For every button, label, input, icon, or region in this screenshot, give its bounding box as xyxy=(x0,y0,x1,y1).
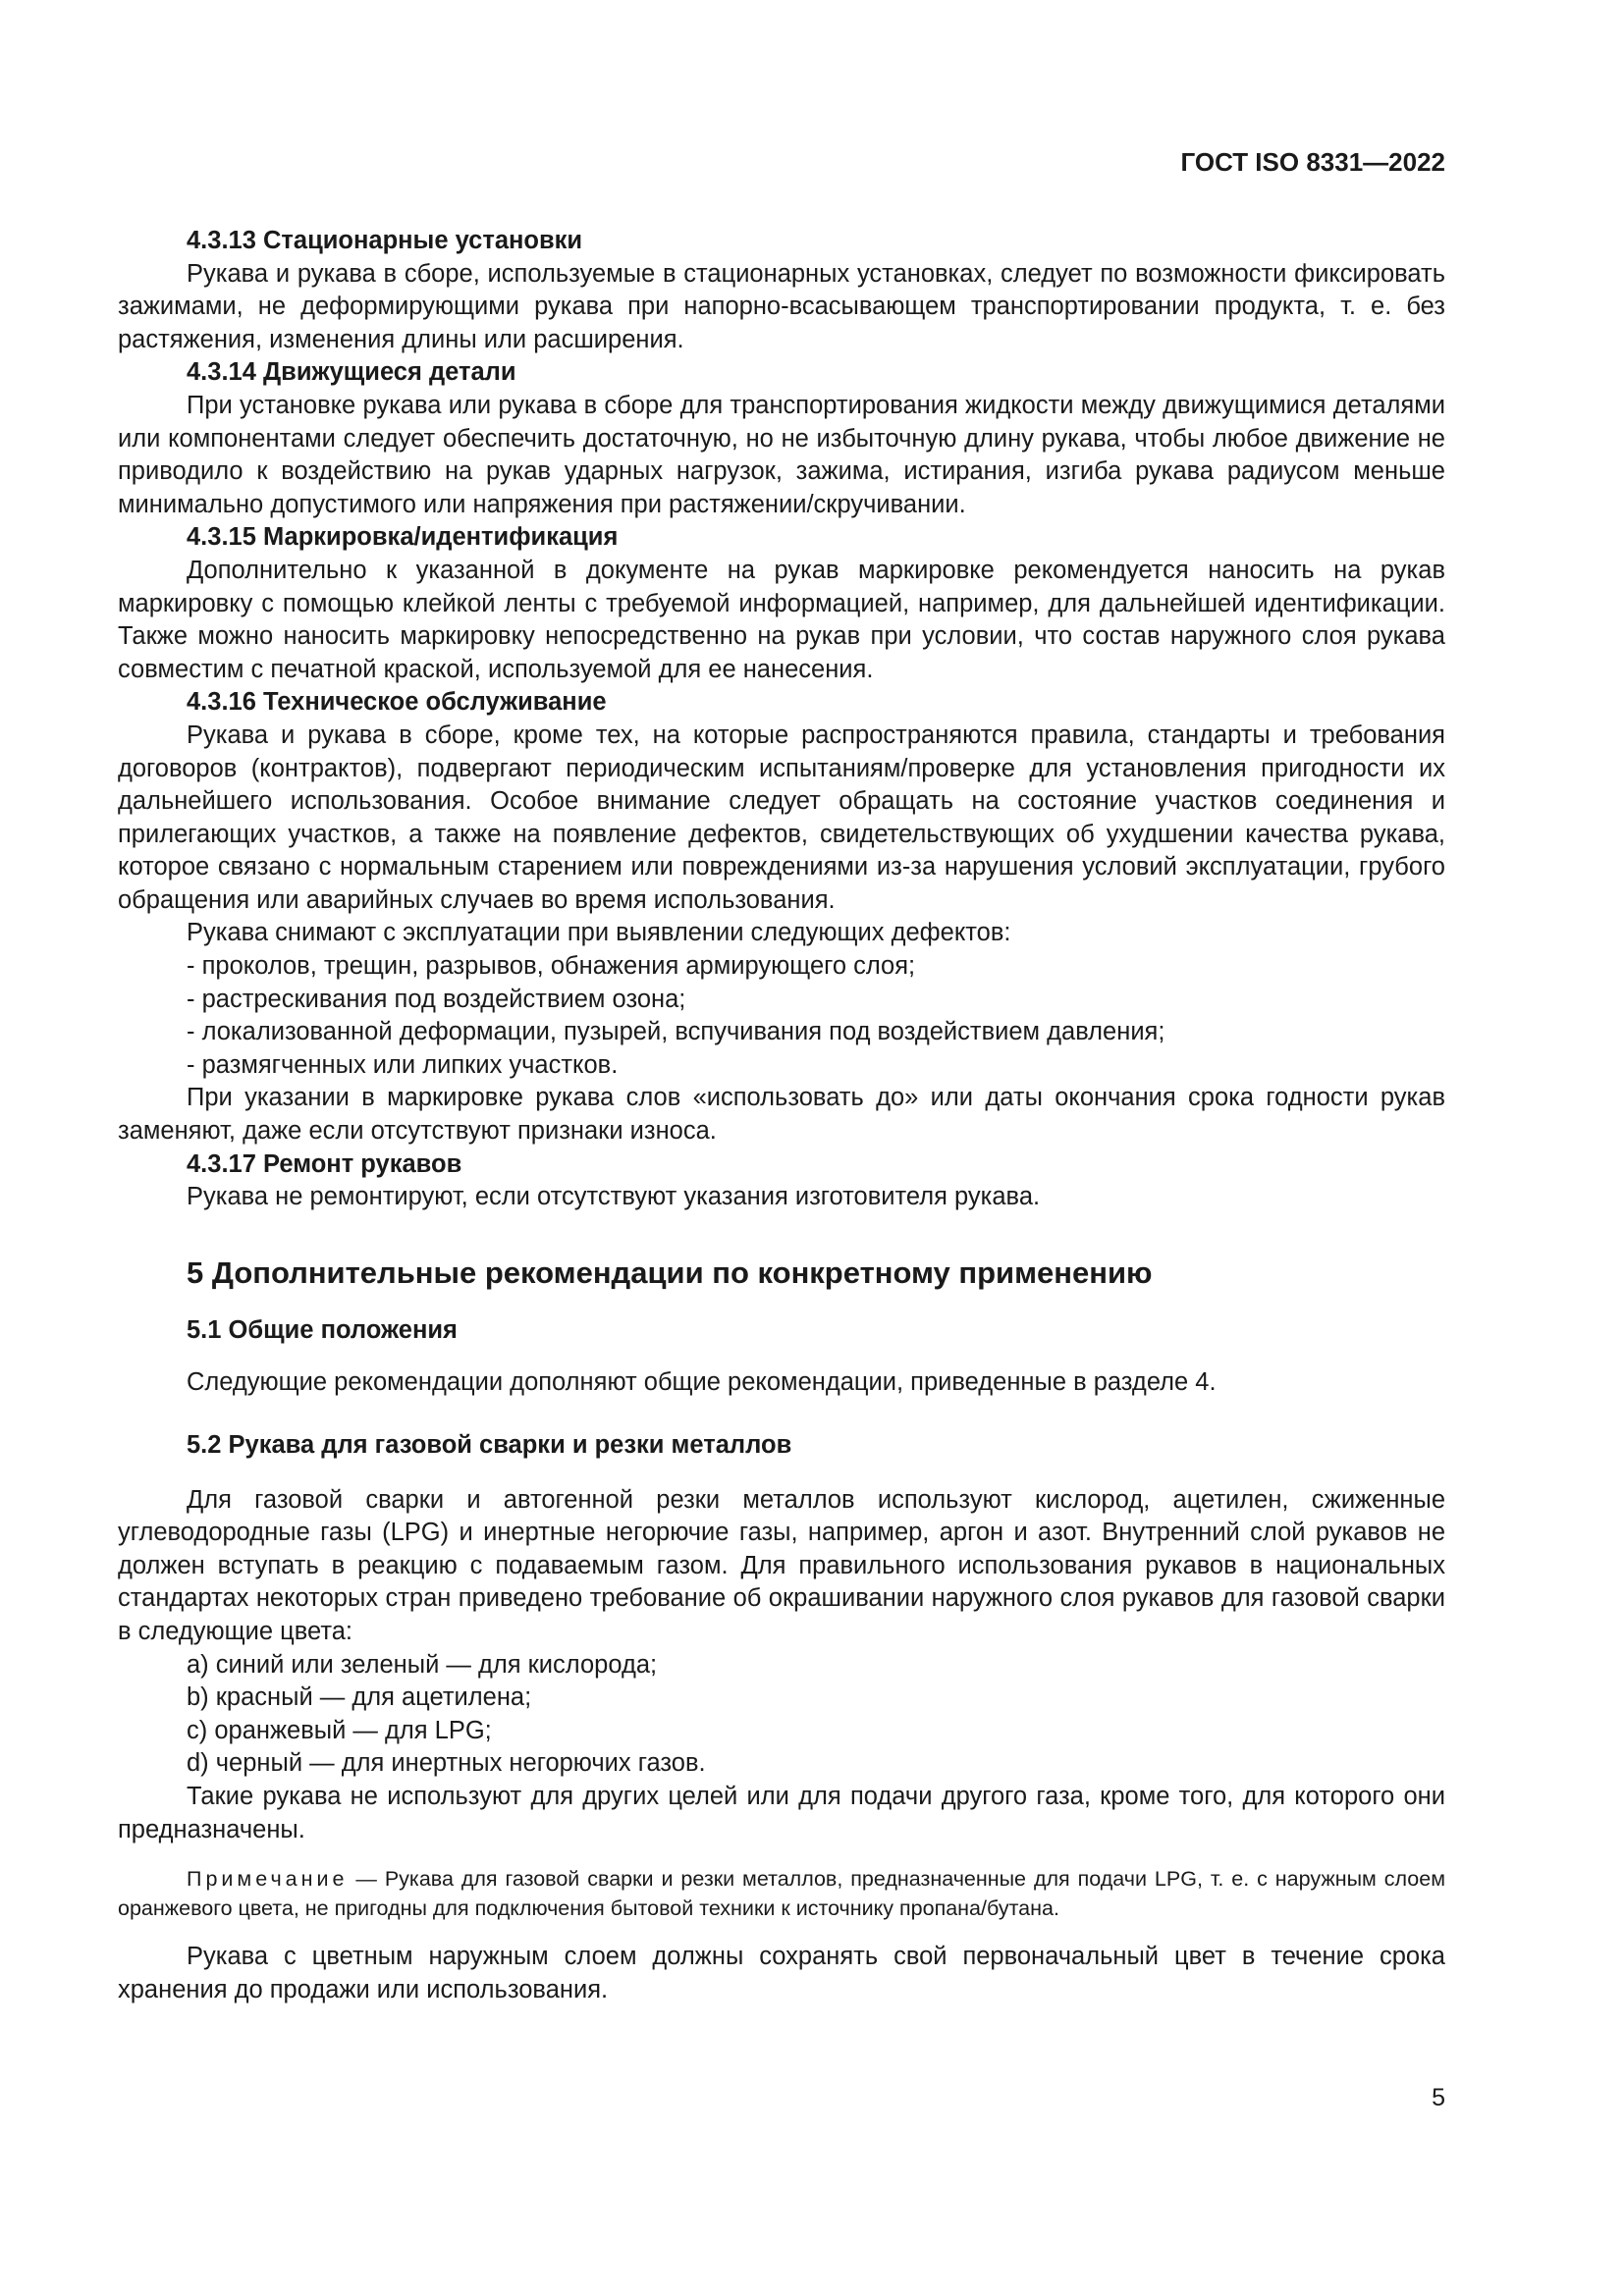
page-number: 5 xyxy=(1432,2084,1445,2111)
note-label: Примечание xyxy=(187,1867,349,1892)
list-item: - размягченных или липких участков. xyxy=(187,1050,619,1079)
heading-5-1: 5.1 Общие положения xyxy=(187,1315,458,1344)
list-item: b) красный — для ацетилена; xyxy=(187,1683,532,1712)
list-item: c) оранжевый — для LPG; xyxy=(187,1716,492,1744)
paragraph-5-1: Следующие рекомендации дополняют общие рекомендации, приведенные в разделе 4. xyxy=(187,1368,1217,1397)
document-body xyxy=(118,225,1445,2006)
paragraph-4-3-16-lead: Рукава снимают с эксплуатации при выявлении следующих дефектов: xyxy=(187,919,1011,947)
list-item: - локализованной деформации, пузырей, вспучивания под воздействием давления; xyxy=(187,1018,1165,1046)
list-item: a) синий или зеленый — для кислорода; xyxy=(187,1650,658,1679)
heading-4-3-16: 4.3.16 Техническое обслуживание xyxy=(187,688,607,717)
heading-4-3-14: 4.3.14 Движущиеся детали xyxy=(187,358,516,387)
heading-4-3-15: 4.3.15 Маркировка/идентификация xyxy=(187,523,619,552)
paragraph-4-3-16-replace: При указании в маркировке рукава слов «использовать до» или даты окончания срока годности рукав заменяют, даже если отсутствуют признаки износа. xyxy=(118,1084,1445,1146)
paragraph-4-3-15: Дополнительно к указанной в документе на рукав маркировке рекомендуется наносить на рукав маркировку с помощью клейкой ленты с требуемой информацией, например, для дальнейшей идентификации. Также можно наносить маркировку непосредственно на рукав при условии, что состав наружного слоя рукава совместим с печатной краской, используемой для ее нанесения. xyxy=(118,556,1445,683)
list-item: d) черный — для инертных негорючих газов. xyxy=(187,1749,706,1778)
list-item: - растрескивания под воздействием озона; xyxy=(187,985,686,1013)
heading-5-2: 5.2 Рукава для газовой сварки и резки металлов xyxy=(187,1431,792,1459)
paragraph-5-2-color: Рукава с цветным наружным слоем должны сохранять свой первоначальный цвет в течение срока хранения до продажи или использования. xyxy=(118,1943,1445,2003)
heading-4-3-17: 4.3.17 Ремонт рукавов xyxy=(187,1149,462,1178)
heading-section-5: 5 Дополнительные рекомендации по конкретному применению xyxy=(187,1255,1153,1290)
document-code: ГОСТ ISO 8331—2022 xyxy=(1180,147,1445,177)
paragraph-5-2-usage: Такие рукава не используют для других целей или для подачи другого газа, кроме того, для которого они предназначены. xyxy=(118,1782,1445,1843)
heading-4-3-13: 4.3.13 Стационарные установки xyxy=(187,227,583,254)
list-item: - проколов, трещин, разрывов, обнажения армирующего слоя; xyxy=(187,952,916,981)
paragraph-5-2: Для газовой сварки и автогенной резки металлов используют кислород, ацетилен, сжиженные углеводородные газы (LPG) и инертные негорючие газы, например, аргон и азот. Внутренний слой рукавов не должен вступать в реакцию с подаваемым газом. Для правильного использования рукавов в национальных стандартах некоторых стран приведено требование об окрашивании наружного слоя рукавов для газовой сварки в следующие цвета: xyxy=(118,1485,1445,1645)
paragraph-4-3-16: Рукава и рукава в сборе, кроме тех, на которые распространяются правила, стандарты и требования договоров (контрактов), подвергают периодическим испытаниям/проверке для установления пригодности их дальнейшего использования. Особое внимание следует обращать на состояние участков соединения и прилегающих участков, а также на появление дефектов, свидетельствующих об ухудшении качества рукава, которое связано с нормальным старением или повреждениями из-за нарушения условий эксплуатации, грубого обращения или аварийных случаев во время использования. xyxy=(118,721,1445,914)
paragraph-4-3-13: Рукава и рукава в сборе, используемые в стационарных установках, следует по возможности фиксировать зажимами, не деформирующими рукава при напорно-всасывающем транспортировании продукта, т. е. без растяжения, изменения длины или расширения. xyxy=(118,259,1445,353)
paragraph-4-3-14: При установке рукава или рукава в сборе для транспортирования жидкости между движущимися деталями или компонентами следует обеспечить достаточную, но не избыточную длину рукава, чтобы любое движение не приводило к воздействию на рукав ударных нагрузок, зажима, истирания, изгиба рукава радиусом меньше минимально допустимого или напряжения при растяжении/скручивании. xyxy=(118,391,1445,518)
paragraph-4-3-17: Рукава не ремонтируют, если отсутствуют указания изготовителя рукава. xyxy=(187,1183,1041,1211)
note-text: — Рукава для газовой сварки и резки металлов, предназначенные для подачи LPG, т. е. с наружным слоем оранжевого цвета, не пригодны для подключения бытовой техники к источнику пропана/бутана. xyxy=(118,1867,1445,1921)
note xyxy=(118,1864,1445,1923)
